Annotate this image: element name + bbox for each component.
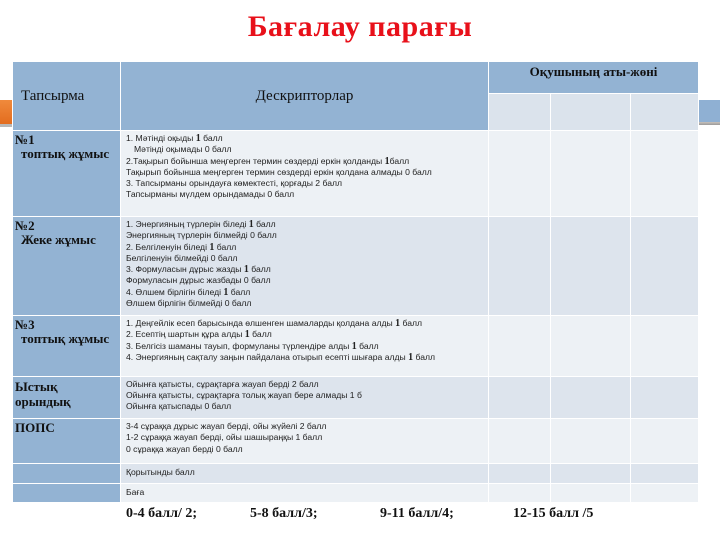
grade-range-3: 5-8 балл/3;: [250, 506, 318, 521]
descriptor-line: Формуласын дұрыс жазбады 0 балл: [126, 275, 271, 286]
table-row-task-3: [13, 316, 699, 377]
score-cell[interactable]: [551, 484, 631, 503]
score-cell[interactable]: [631, 316, 699, 377]
task-type: топтық жұмыс: [21, 146, 110, 161]
decorative-divider: [698, 122, 720, 125]
table-row-total-score: [13, 464, 699, 484]
grade-range-4: 9-11 балл/4;: [380, 506, 454, 521]
descriptor-line: Өлшем бірлігін білмейді 0 балл: [126, 298, 252, 309]
student-name-cell[interactable]: [489, 94, 551, 131]
descriptor-line: 1-2 сұраққа жауап берді, ойы шашыраңқы 1 балл: [126, 432, 323, 443]
table-row-task-2: [13, 217, 699, 316]
table-row-task-1: [13, 131, 699, 217]
descriptor-line: Ойынға қатысты, сұрақтарға жауап берді 2 балл: [126, 379, 319, 389]
descriptor-cell: [121, 217, 489, 316]
grade-label: Баға: [126, 487, 145, 497]
decorative-blue-bar: [698, 100, 720, 122]
descriptor-cell: [121, 419, 489, 464]
descriptor-line: 1. Деңгейлік есеп барысында өлшенген шамаларды қолдана алды 1 балл: [126, 318, 423, 329]
score-cell[interactable]: [551, 419, 631, 464]
score-cell[interactable]: [631, 217, 699, 316]
descriptor-line: Энергияның түрлерін білмейді 0 балл: [126, 230, 277, 241]
score-cell[interactable]: [551, 217, 631, 316]
header-descriptors: Дескрипторлар: [121, 62, 489, 131]
task-number: Ыстық орындық: [15, 379, 71, 409]
score-cell[interactable]: [489, 464, 551, 484]
score-cell[interactable]: [631, 419, 699, 464]
descriptor-line: Ойынға қатысты, сұрақтарға толық жауап бере алмады 1 б: [126, 390, 362, 400]
score-cell[interactable]: [489, 484, 551, 503]
score-cell[interactable]: [489, 131, 551, 217]
task-label: [13, 131, 121, 217]
score-cell[interactable]: [551, 316, 631, 377]
table-row-grade: [13, 484, 699, 503]
descriptor-cell: [121, 316, 489, 377]
task-type: топтық жұмыс: [21, 331, 110, 346]
task-number: №1: [15, 132, 35, 147]
score-cell[interactable]: [631, 464, 699, 484]
descriptor-line: 3-4 сұраққа дұрыс жауап берді, ойы жүйелі 2 балл: [126, 421, 327, 431]
total-score-label: Қорытынды балл: [126, 467, 195, 477]
descriptor-line: Мәтінді оқымады 0 балл: [134, 144, 232, 155]
descriptor-line: 3. Формуласын дұрыс жазды 1 балл: [126, 264, 271, 276]
task-type: Жеке жұмыс: [21, 232, 96, 247]
score-cell[interactable]: [489, 316, 551, 377]
descriptor-line: 2. Белгіленуін біледі 1 балл: [126, 241, 237, 253]
descriptor-cell: [121, 484, 489, 503]
descriptor-line: 3. Белгісіз шаманы тауып, формуланы түрлендіре алды 1 балл: [126, 340, 379, 352]
descriptor-cell: [121, 464, 489, 484]
descriptor-line: 2.Тақырып бойынша меңгерген термин сөздерді еркін қолданды 1балл: [126, 155, 410, 167]
student-name-cell[interactable]: [551, 94, 631, 131]
grade-range-2: 0-4 балл/ 2;: [126, 506, 198, 521]
task-label: [13, 419, 121, 464]
descriptor-line: 0 сұраққа жауап берді 0 балл: [126, 443, 243, 454]
task-label: [13, 316, 121, 377]
descriptor-line: 2. Есептің шартын құра алды 1 балл: [126, 329, 272, 341]
score-cell[interactable]: [551, 377, 631, 419]
descriptor-line: Ойынға қатыспады 0 балл: [126, 401, 232, 411]
descriptor-line: 1. Мәтінді оқыды 1 балл: [126, 133, 223, 144]
table-row-hot-seat: [13, 377, 699, 419]
score-cell[interactable]: [631, 131, 699, 217]
score-cell[interactable]: [489, 419, 551, 464]
descriptor-line: 4. Өлшем бірлігін біледі 1 балл: [126, 286, 251, 298]
descriptor-line: 4. Энергияның сақталу заңын пайдалана отырып есепті шығара алды 1 балл: [126, 351, 436, 363]
task-label: [13, 377, 121, 419]
header-row: [13, 62, 699, 94]
score-cell[interactable]: [551, 131, 631, 217]
assessment-table: [12, 61, 699, 503]
task-label: [13, 217, 121, 316]
task-label: [13, 464, 121, 484]
descriptor-cell: [121, 377, 489, 419]
student-name-cell[interactable]: [631, 94, 699, 131]
descriptor-cell: [121, 131, 489, 217]
score-cell[interactable]: [631, 484, 699, 503]
descriptor-line: 3. Тапсырманы орындауға көмектесті, қорғады 2 балл: [126, 178, 343, 189]
header-student-name: Оқушының аты-жөні: [489, 62, 699, 94]
table-row-pops: [13, 419, 699, 464]
task-label: [13, 484, 121, 503]
descriptor-line: 1. Энергияның түрлерін біледі 1 балл: [126, 219, 276, 230]
grade-range-5: 12-15 балл /5: [513, 506, 594, 521]
task-number: №2: [15, 218, 35, 233]
score-cell[interactable]: [489, 217, 551, 316]
header-task: Тапсырма: [13, 62, 121, 131]
score-cell[interactable]: [489, 377, 551, 419]
descriptor-line: Белгіленуін білмейді 0 балл: [126, 252, 238, 263]
page-title: Бағалау парағы: [247, 10, 473, 43]
descriptor-line: Тақырып бойынша меңгерген термин сөздерді еркін қолдана алмады 0 балл: [126, 166, 432, 177]
score-cell[interactable]: [631, 377, 699, 419]
task-number: ПОПС: [15, 420, 55, 435]
task-number: №3: [15, 317, 35, 332]
score-cell[interactable]: [551, 464, 631, 484]
descriptor-line: Тапсырманы мүлдем орындамады 0 балл: [126, 189, 295, 200]
